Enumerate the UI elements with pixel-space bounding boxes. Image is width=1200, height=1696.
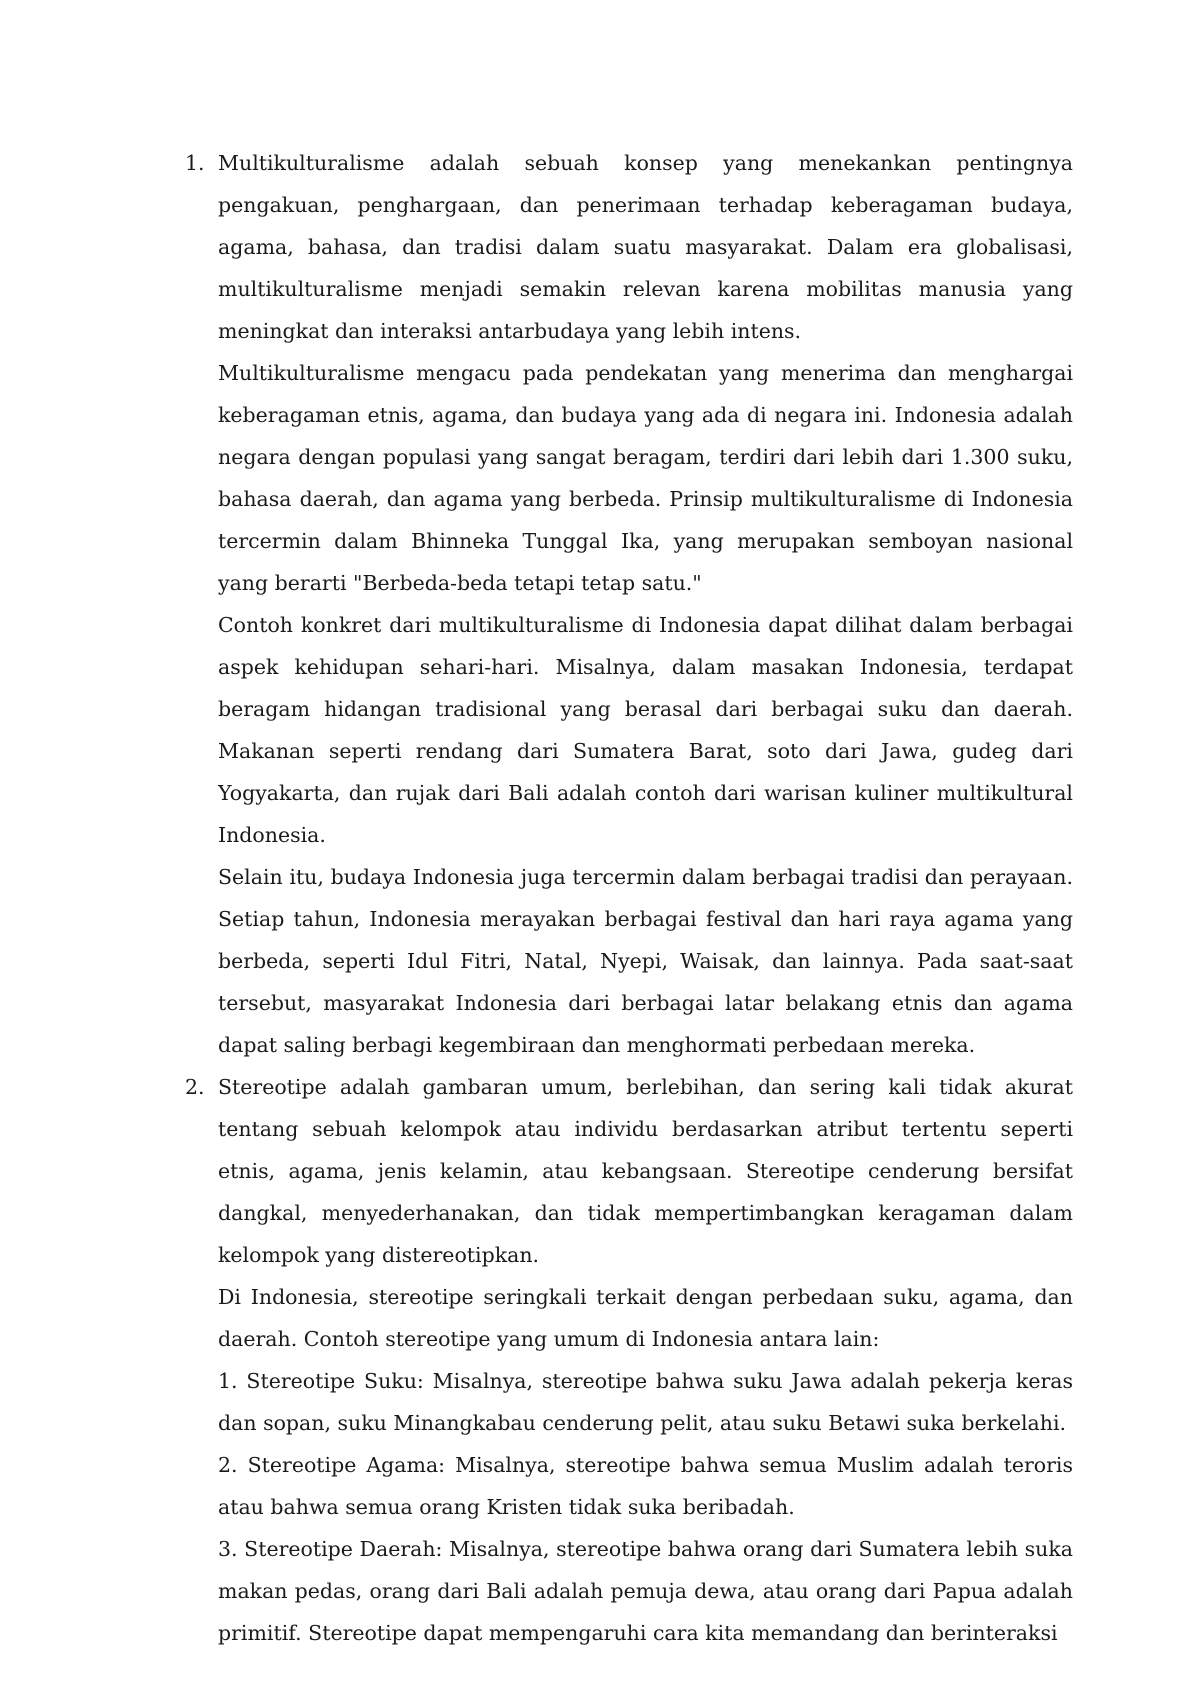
paragraph: Contoh konkret dari multikulturalisme di Indonesia dapat dilihat dalam berbagai aspek kehidupan sehari-hari. Misalnya, dalam masakan Indonesia, terdapat beragam hidangan tradisional yang berasal dari berbagai suku dan daerah. Makanan seperti rendang dari Sumatera Barat, soto dari Jawa, gudeg dari Yogyakarta, dan rujak dari Bali adalah contoh dari warisan kuliner multikultural Indonesia. bbox=[218, 613, 1073, 847]
list-item-2 bbox=[185, 1066, 1073, 1654]
paragraph: Stereotipe adalah gambaran umum, berlebihan, dan sering kali tidak akurat tentang sebuah kelompok atau individu berdasarkan atribut tertentu seperti etnis, agama, jenis kelamin, atau kebangsaan. Stereotipe cenderung bersifat dangkal, menyederhanakan, dan tidak mempertimbangkan keragaman dalam kelompok yang distereotipkan. bbox=[218, 1075, 1073, 1267]
paragraph: Multikulturalisme mengacu pada pendekatan yang menerima dan menghargai keberagaman etnis, agama, dan budaya yang ada di negara ini. Indonesia adalah negara dengan populasi yang sangat beragam, terdiri dari lebih dari 1.300 suku, bahasa daerah, dan agama yang berbeda. Prinsip multikulturalisme di Indonesia tercermin dalam Bhinneka Tunggal Ika, yang merupakan semboyan nasional yang berarti "Berbeda-beda tetapi tetap satu." bbox=[218, 361, 1073, 595]
list-number: 1. bbox=[185, 151, 205, 175]
list-number: 2. bbox=[185, 1075, 205, 1099]
sub-list-item: 2. Stereotipe Agama: Misalnya, stereotipe bahwa semua Muslim adalah teroris atau bahwa semua orang Kristen tidak suka beribadah. bbox=[218, 1453, 1073, 1519]
document-body bbox=[185, 142, 1073, 1654]
sub-list-item: 3. Stereotipe Daerah: Misalnya, stereotipe bahwa orang dari Sumatera lebih suka makan pedas, orang dari Bali adalah pemuja dewa, atau orang dari Papua adalah primitif. Stereotipe dapat mempengaruhi cara kita memandang dan berinteraksi bbox=[218, 1537, 1073, 1645]
paragraph: Selain itu, budaya Indonesia juga tercermin dalam berbagai tradisi dan perayaan. Setiap tahun, Indonesia merayakan berbagai festival dan hari raya agama yang berbeda, seperti Idul Fitri, Natal, Nyepi, Waisak, dan lainnya. Pada saat-saat tersebut, masyarakat Indonesia dari berbagai latar belakang etnis dan agama dapat saling berbagi kegembiraan dan menghormati perbedaan mereka. bbox=[218, 865, 1073, 1057]
sub-list-item: 1. Stereotipe Suku: Misalnya, stereotipe bahwa suku Jawa adalah pekerja keras dan sopan, suku Minangkabau cenderung pelit, atau suku Betawi suka berkelahi. bbox=[218, 1369, 1073, 1435]
paragraph: Di Indonesia, stereotipe seringkali terkait dengan perbedaan suku, agama, dan daerah. Contoh stereotipe yang umum di Indonesia antara lain: bbox=[218, 1285, 1073, 1351]
paragraph: Multikulturalisme adalah sebuah konsep yang menekankan pentingnya pengakuan, penghargaan, dan penerimaan terhadap keberagaman budaya, agama, bahasa, dan tradisi dalam suatu masyarakat. Dalam era globalisasi, multikulturalisme menjadi semakin relevan karena mobilitas manusia yang meningkat dan interaksi antarbudaya yang lebih intens. bbox=[218, 151, 1073, 343]
list-item-1 bbox=[185, 142, 1073, 1066]
